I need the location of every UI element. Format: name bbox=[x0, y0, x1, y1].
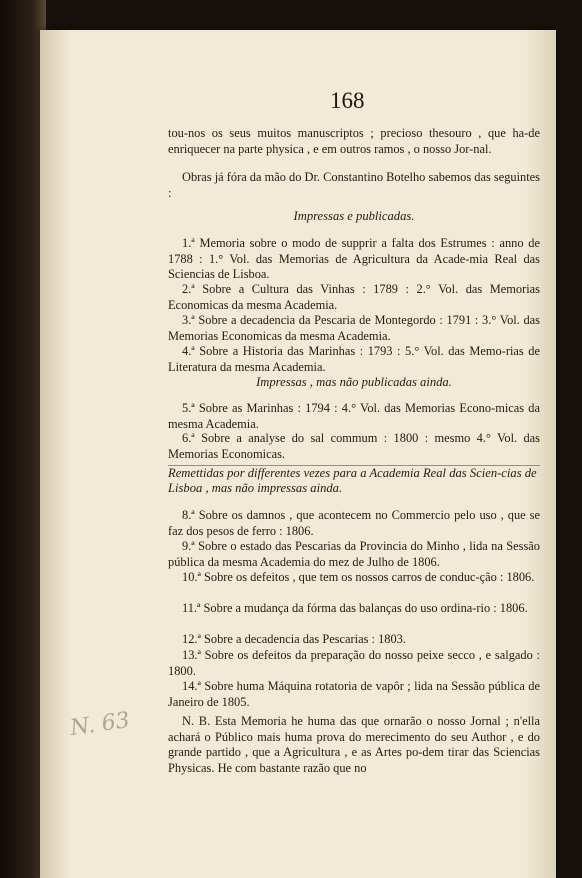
list-item: 3.ª Sobre a decadencia da Pescaria de Montegordo : 1791 : 3.° Vol. das Memorias Economicas da mesma Academia. bbox=[168, 313, 540, 343]
list-item: 6.ª Sobre a analyse do sal commum : 1800 : mesmo 4.° Vol. das Memorias Economicas. bbox=[168, 431, 540, 461]
list-item: 11.ª Sobre a mudança da fórma das balanças do uso ordina-rio : 1806. bbox=[182, 601, 528, 615]
page-number: 168 bbox=[330, 88, 365, 113]
list-item: 10.ª Sobre os defeitos , que tem os nossos carros de conduc-ção : 1806. bbox=[182, 570, 535, 584]
section-heading-published: Impressas e publicadas. bbox=[293, 209, 415, 223]
intro-paragraph: tou-nos os seus muitos manuscriptos ; precioso thesouro , que ha-de enriquecer na parte physica , e em outros ramos , o nosso Jor-nal. bbox=[168, 126, 540, 156]
list-item: 5.ª Sobre as Marinhas : 1794 : 4.° Vol. das Memorias Econo-micas da mesma Academia. bbox=[168, 401, 540, 431]
note-paragraph: N. B. Esta Memoria he huma das que ornarão o nosso Jornal ; n'ella achará o Público mais huma prova do merecimento do seu Author , e do grande partido , que a Agricultura , e as Artes po-dem tirar das Sciencias Physicas. He com bastante razão que no bbox=[168, 714, 540, 775]
list-item: 13.ª Sobre os defeitos da preparação do nosso peixe secco , e salgado : 1800. bbox=[168, 648, 540, 678]
section-heading-printed-unpublished: Impressas , mas não publicadas ainda. bbox=[256, 375, 452, 389]
list-item: 14.ª Sobre huma Máquina rotatoria de vapôr ; lida na Sessão pública de Janeiro de 1805. bbox=[168, 679, 540, 709]
obras-paragraph: Obras já fóra da mão do Dr. Constantino Botelho sabemos das seguintes : bbox=[168, 170, 540, 200]
list-item: 4.ª Sobre a Historia das Marinhas : 1793 : 5.° Vol. das Memo-rias de Literatura da mesma Academia. bbox=[168, 344, 540, 374]
list-item: 1.ª Memoria sobre o modo de supprir a falta dos Estrumes : anno de 1788 : 1.° Vol. das Memorias de Agricultura da Acade-mia Real das Sciencias de Lisboa. bbox=[168, 236, 540, 282]
list-item: 9.ª Sobre o estado das Pescarias da Provincia do Minho , lida na Sessão pública da mesma Academia do mez de Julho de 1806. bbox=[168, 539, 540, 569]
list-item: 2.ª Sobre a Cultura das Vinhas : 1789 : 2.° Vol. das Memorias Economicas da mesma Academia. bbox=[168, 282, 540, 312]
handwritten-margin-annotation: N. 63 bbox=[68, 707, 132, 742]
list-item: 12.ª Sobre a decadencia das Pescarias : 1803. bbox=[182, 632, 406, 646]
section-heading-sent: Remettidas por differentes vezes para a Academia Real das Scien-cias de Lisboa , mas não impressas ainda. bbox=[168, 466, 537, 495]
list-item: 8.ª Sobre os damnos , que acontecem no Commercio pelo uso , que se faz dos pesos de ferro : 1806. bbox=[168, 508, 540, 538]
